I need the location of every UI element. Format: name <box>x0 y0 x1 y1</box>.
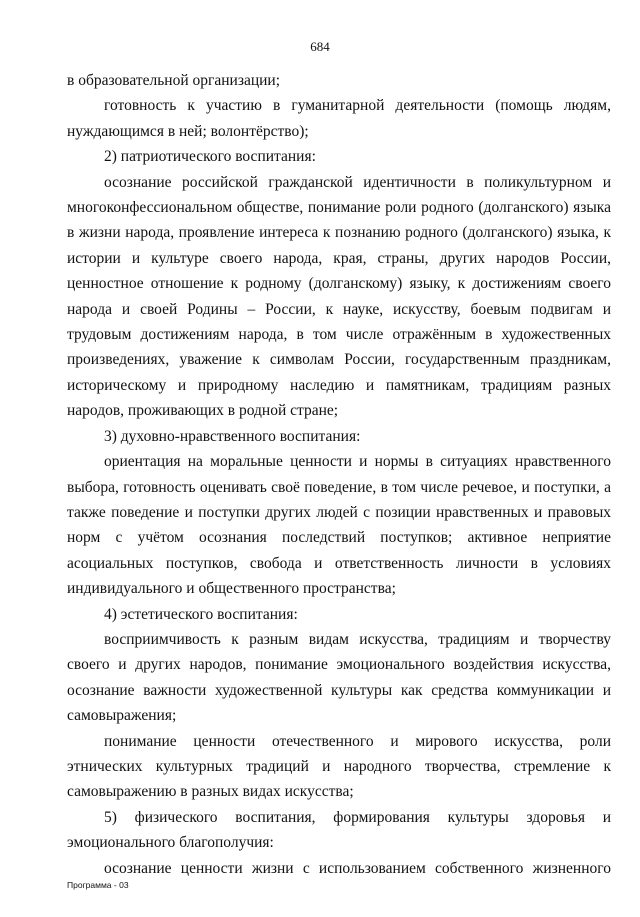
paragraph: ориентация на моральные ценности и нормы в ситуациях нравственного выбора, готовность оценивать своё поведение, в том числе речевое, и поступки, а также поведение и поступки других людей с позиции нравственных и правовых норм с учётом осознания последствий поступков; активное неприятие асоциальных поступков, свобода и ответственность личности в условиях индивидуального и общественного пространства; <box>67 453 611 598</box>
paragraph: осознание российской гражданской идентичности в поликультурном и многоконфессиональном обществе, понимание роли родного (долганского) языка в жизни народа, проявление интереса к познанию родного (долганского) языка, к истории и культуре своего народа, края, страны, других народов России, ценностное отношение к родному (долганскому) языку, к достижениям своего народа и своей Родины – России, к науке, искусству, боевым подвигам и трудовым достижениям народа, в том числе отражённым в художественных произведениях, уважение к символам России, государственным праздникам, историческому и природному наследию и памятникам, традициям разных народов, проживающих в родной стране; <box>67 173 611 420</box>
footer-label: Программа - 03 <box>67 880 129 890</box>
page-number: 684 <box>310 39 330 54</box>
document-body <box>67 68 611 881</box>
section-heading: 4) эстетического воспитания: <box>104 605 298 623</box>
paragraph: восприимчивость к разным видам искусства, традициям и творчеству своего и других народов, понимание эмоционального воздействия искусства, осознание важности художественной культуры как средства коммуникации и самовыражения; <box>67 630 611 725</box>
section-heading: 3) духовно-нравственного воспитания: <box>104 427 361 445</box>
paragraph: в образовательной организации; <box>67 72 281 89</box>
paragraph: понимание ценности отечественного и мирового искусства, роли этнических культурных традиций и народного творчества, стремление к самовыражению в разных видах искусства; <box>67 732 611 801</box>
section-heading: 5) физического воспитания, формирования культуры здоровья и эмоционального благополучия: <box>67 808 611 852</box>
paragraph: осознание ценности жизни с использованием собственного жизненного <box>104 859 611 877</box>
section-heading: 2) патриотического воспитания: <box>104 148 316 166</box>
paragraph: готовность к участию в гуманитарной деятельности (помощь людям, нуждающимся в ней; волонтёрство); <box>67 97 611 140</box>
